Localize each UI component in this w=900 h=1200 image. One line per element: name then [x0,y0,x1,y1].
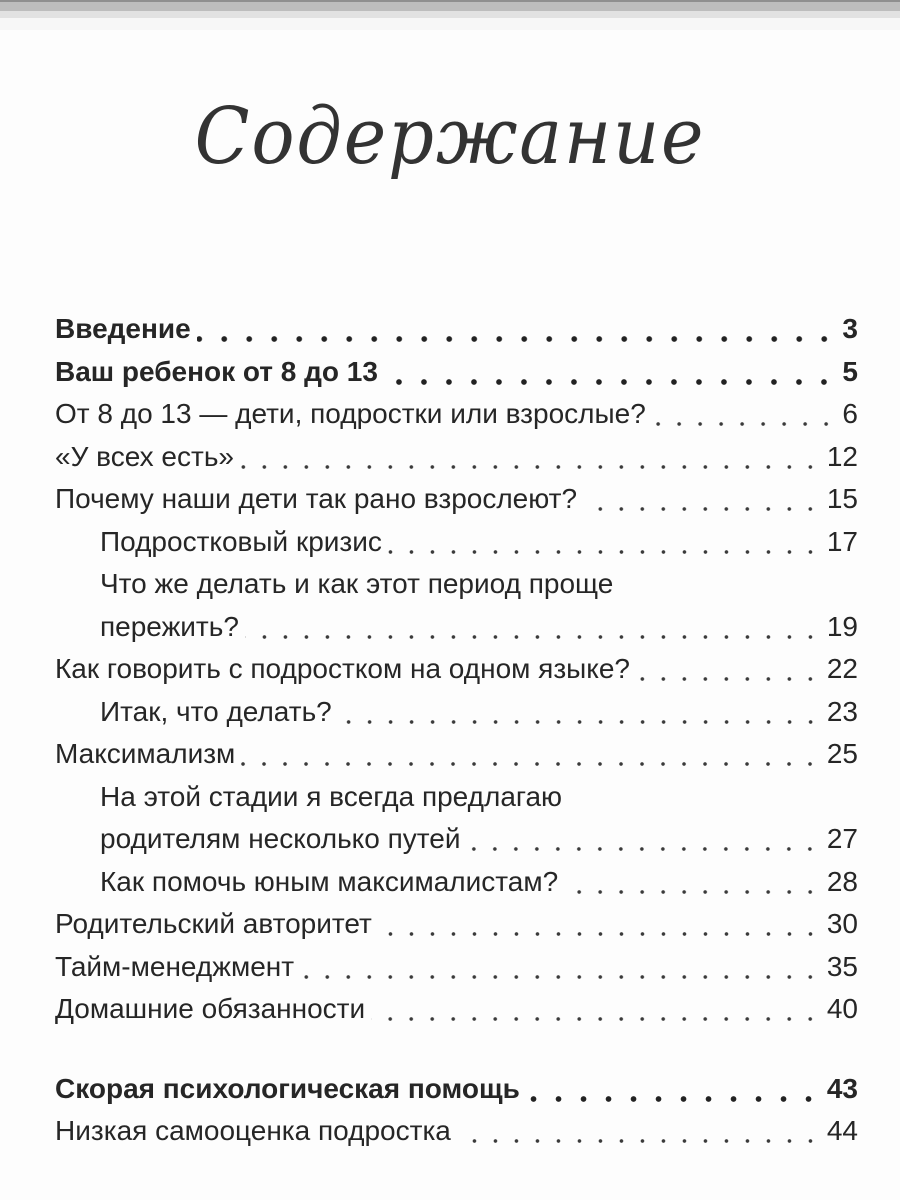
toc-entry-label: Что же делать и как этот период проще [100,568,614,599]
dot-leader [241,762,821,766]
toc-entry [55,946,858,989]
toc-entry [55,393,858,436]
toc-subentry-line2 [55,606,858,649]
toc-entry [55,648,858,691]
toc-page-number: 28 [826,865,858,897]
dot-leader [652,422,837,426]
page-top-edge [0,0,900,30]
page-title: Содержание [194,92,706,182]
toc-entry-label: Скорая психологическая помощь [55,1072,520,1104]
dot-leader [384,379,836,385]
toc-page-number: 44 [826,1115,858,1146]
toc-page-number: 22 [826,653,858,684]
toc-entry-label: родителям несколько путей [100,823,461,854]
dot-leader [564,890,821,894]
toc-entry-label: Подростковый кризис [100,525,382,557]
toc-entry-label: Почему наши дети так рано взрослеют? [55,483,578,514]
toc-entry-label: Ваш ребенок от 8 до 13 [55,355,378,387]
dot-leader [245,635,821,639]
toc-page-number: 19 [826,610,858,642]
toc-entry-label: Как помочь юным максималистам? [100,865,559,897]
toc-entry-chapter-8-13 [55,351,858,394]
dot-leader [636,677,821,681]
toc-entry-label: Родительский авторитет [55,908,372,939]
toc-entry-label: Введение [55,313,191,344]
dot-leader [388,550,821,554]
toc-entry-label: пережить? [100,610,239,642]
toc-entry-label: Низкая самооценка подростка [55,1115,451,1146]
toc-page-number: 30 [826,908,858,939]
toc-page-number: 12 [826,440,858,472]
toc-page-number: 35 [826,950,858,982]
toc-subentry [55,521,858,564]
toc-entry-label: От 8 до 13 — дети, подростки или взрослые? [55,398,646,429]
dot-leader [371,1017,821,1021]
toc-entry-label: Как говорить с подростком на одном языке? [55,653,630,684]
toc-subentry-line2 [55,818,858,861]
toc-entry-label: Итак, что делать? [100,695,332,727]
toc-entry-label: На этой стадии я всегда предлагаю [100,780,563,812]
dot-leader [583,507,821,511]
toc-entry [55,903,858,946]
toc-entry-label: «У всех есть» [55,440,234,472]
dot-leader [197,336,837,342]
toc-page-number: 17 [826,525,858,557]
toc-page-number: 27 [826,823,858,854]
dot-leader [457,1139,821,1143]
toc-entry [55,733,858,776]
dot-leader [240,465,821,469]
toc-entry-label: Максимализм [55,738,236,769]
toc-entry [55,478,858,521]
dot-leader [338,720,821,724]
toc-page-number: 5 [842,355,858,387]
toc-subentry [55,861,858,904]
toc-page-number: 23 [826,695,858,727]
toc-subentry-line1 [55,776,858,819]
dot-leader [466,847,820,851]
toc-page-number: 40 [826,993,858,1024]
dot-leader [378,932,821,936]
toc-subentry-line1 [55,563,858,606]
toc-entry-label: Домашние обязанности [55,993,366,1024]
toc-subentry [55,691,858,734]
dot-leader [526,1096,821,1102]
toc-entry [55,1110,858,1153]
toc-entry-introduction [55,308,858,351]
toc-entry-label: Тайм-менеджмент [55,950,295,982]
toc-page-number: 6 [842,398,858,429]
toc-page-number: 15 [826,483,858,514]
toc-page-number: 3 [842,313,858,344]
dot-leader [300,975,821,979]
toc-entry [55,988,858,1031]
toc-page-number: 25 [826,738,858,769]
table-of-contents [55,308,858,1153]
toc-entry-chapter-emergency-help [55,1068,858,1111]
toc-page-number: 43 [826,1072,858,1104]
toc-entry [55,436,858,479]
